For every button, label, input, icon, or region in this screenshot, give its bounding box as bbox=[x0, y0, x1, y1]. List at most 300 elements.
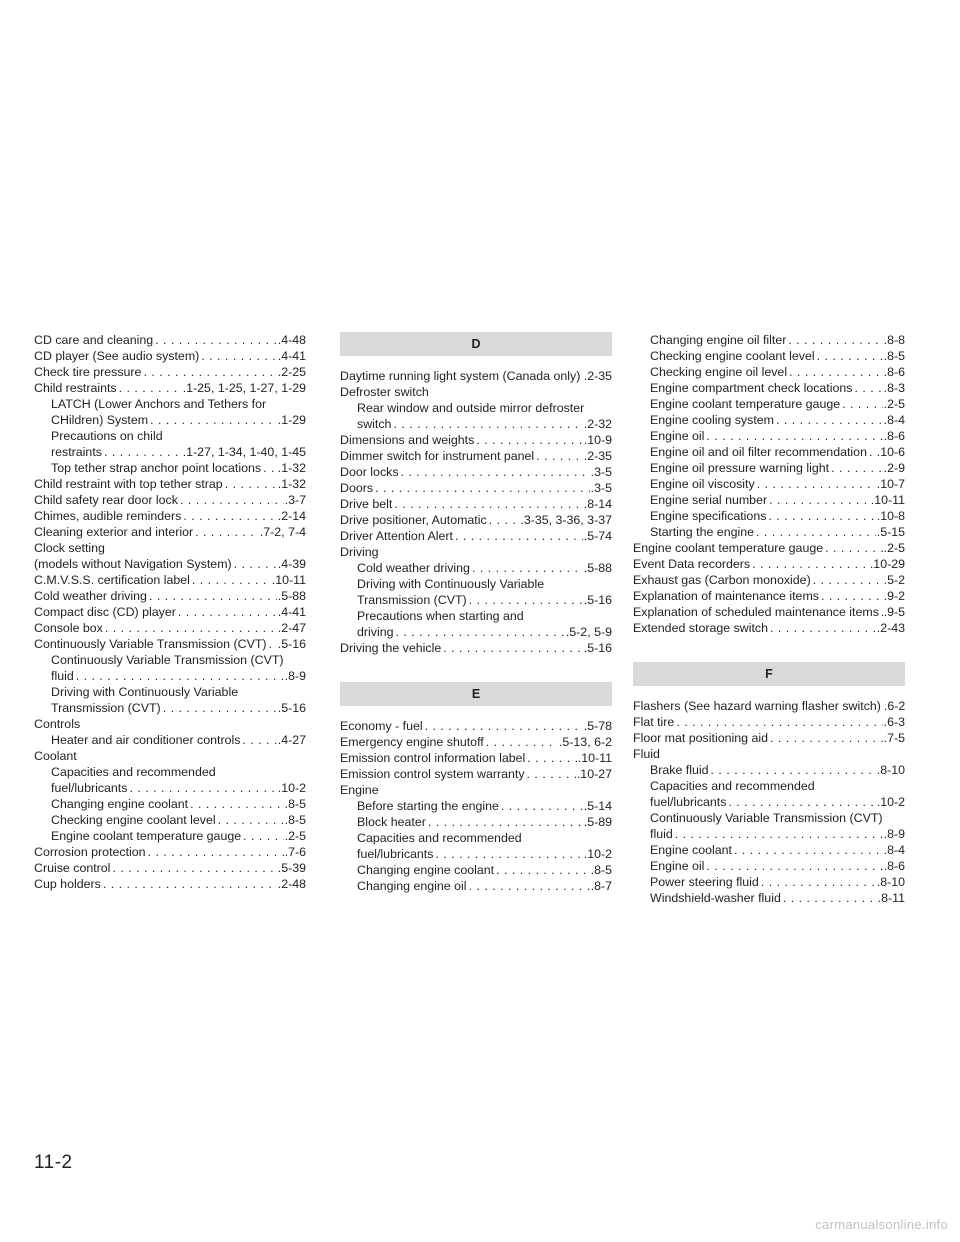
index-entry bbox=[340, 750, 612, 766]
entry-label: Engine oil viscosity bbox=[650, 477, 755, 491]
dot-leader bbox=[476, 432, 582, 448]
entry-label: Transmission (CVT) bbox=[51, 701, 161, 715]
entry-page-ref: .2-32 bbox=[583, 417, 612, 431]
index-subentry bbox=[34, 668, 306, 684]
index-subentry bbox=[633, 762, 905, 778]
entry-label: Explanation of maintenance items bbox=[633, 589, 819, 603]
index-entry bbox=[34, 492, 306, 508]
index-column-3 bbox=[633, 332, 905, 906]
entry-label: Changing engine oil bbox=[357, 879, 467, 893]
dot-leader bbox=[869, 444, 876, 460]
index-subentry bbox=[340, 830, 612, 846]
index-entry bbox=[34, 716, 306, 732]
entry-page-ref: .5-16 bbox=[583, 641, 612, 655]
dot-leader bbox=[536, 448, 583, 464]
entry-label: fuel/lubricants bbox=[357, 847, 434, 861]
index-subentry bbox=[34, 396, 306, 412]
entry-label: Economy - fuel bbox=[340, 719, 423, 733]
entry-label: Continuously Variable Transmission (CVT) bbox=[51, 653, 284, 667]
index-entry bbox=[340, 766, 612, 782]
entry-page-ref: .5-88 bbox=[583, 561, 612, 575]
index-subentry bbox=[340, 862, 612, 878]
index-subentry bbox=[34, 732, 306, 748]
entry-label: Checking engine oil level bbox=[650, 365, 788, 379]
entry-page-ref: .5-15 bbox=[876, 525, 905, 539]
entry-label: Power steering fluid bbox=[650, 875, 759, 889]
dot-leader bbox=[756, 524, 876, 540]
dot-leader bbox=[263, 460, 277, 476]
entry-label: Dimensions and weights bbox=[340, 433, 475, 447]
dot-leader bbox=[496, 862, 590, 878]
index-entry bbox=[34, 348, 306, 364]
entry-label: Driving with Continuously Variable bbox=[357, 577, 545, 591]
dot-leader bbox=[501, 798, 583, 814]
index-entry bbox=[34, 332, 306, 348]
index-entry bbox=[340, 718, 612, 734]
entry-label: Dimmer switch for instrument panel bbox=[340, 449, 535, 463]
entry-page-ref: .8-5 bbox=[883, 349, 905, 363]
entry-label: Engine coolant bbox=[650, 843, 732, 857]
section-header-f: F bbox=[633, 662, 905, 686]
index-entry bbox=[340, 512, 612, 528]
entry-label: Driving the vehicle bbox=[340, 641, 442, 655]
entry-label: Console box bbox=[34, 621, 103, 635]
dot-leader bbox=[129, 780, 276, 796]
entry-page-ref: .5-74 bbox=[583, 529, 612, 543]
index-subentry bbox=[633, 444, 905, 460]
entry-label: Flashers (See hazard warning flasher switch) bbox=[633, 699, 881, 713]
entry-label: Checking engine coolant level bbox=[51, 813, 216, 827]
entry-label: Cold weather driving bbox=[34, 589, 147, 603]
index-subentry bbox=[34, 652, 306, 668]
index-subentry bbox=[340, 624, 612, 640]
entry-page-ref: .5-39 bbox=[277, 861, 306, 875]
entry-label: CD player (See audio system) bbox=[34, 349, 200, 363]
entry-page-ref: .8-11 bbox=[877, 891, 905, 905]
entry-label: Capacities and recommended bbox=[650, 779, 815, 793]
entry-label: CD care and cleaning bbox=[34, 333, 154, 347]
entry-label: switch bbox=[357, 417, 392, 431]
dot-leader bbox=[527, 766, 576, 782]
index-entry bbox=[340, 544, 612, 560]
entry-page-ref: .7-2, 7-4 bbox=[259, 525, 306, 539]
index-entry bbox=[34, 540, 306, 556]
index-subentry bbox=[340, 416, 612, 432]
entry-page-ref: .1-32 bbox=[277, 461, 306, 475]
entry-label: Engine coolant temperature gauge bbox=[633, 541, 824, 555]
dot-leader bbox=[789, 364, 883, 380]
dot-leader bbox=[728, 794, 875, 810]
entry-page-ref: .2-35 bbox=[583, 449, 612, 463]
entry-page-ref: .6-2 bbox=[883, 699, 905, 713]
entry-page-ref: .9-2 bbox=[883, 589, 905, 603]
index-subentry bbox=[633, 508, 905, 524]
index-subentry bbox=[633, 460, 905, 476]
index-entry bbox=[34, 860, 306, 876]
index-subentry bbox=[633, 412, 905, 428]
entry-page-ref: .8-9 bbox=[883, 827, 905, 841]
dot-leader bbox=[143, 364, 276, 380]
dot-leader bbox=[817, 348, 883, 364]
entry-label: Event Data recorders bbox=[633, 557, 751, 571]
dot-leader bbox=[192, 572, 271, 588]
entry-label: fluid bbox=[51, 669, 74, 683]
entry-page-ref: .10-8 bbox=[876, 509, 905, 523]
entry-page-ref: .10-6 bbox=[876, 445, 905, 459]
index-subentry bbox=[633, 778, 905, 794]
entry-page-ref: .10-27 bbox=[576, 767, 612, 781]
index-subentry bbox=[34, 444, 306, 460]
entry-label: driving bbox=[357, 625, 394, 639]
entry-page-ref: .8-5 bbox=[284, 813, 306, 827]
index-subentry bbox=[633, 428, 905, 444]
index-subentry bbox=[340, 576, 612, 592]
entry-page-ref: .10-7 bbox=[876, 477, 905, 491]
entry-page-ref: .2-5 bbox=[883, 541, 905, 555]
index-subentry bbox=[633, 348, 905, 364]
index-subentry bbox=[633, 476, 905, 492]
entry-label: Engine compartment check locations bbox=[650, 381, 853, 395]
entry-page-ref: .2-9 bbox=[883, 461, 905, 475]
dot-leader bbox=[769, 492, 870, 508]
index-entry bbox=[34, 604, 306, 620]
entry-label: (models without Navigation System) bbox=[34, 557, 232, 571]
dot-leader bbox=[425, 718, 583, 734]
index-entry bbox=[340, 480, 612, 496]
entry-page-ref: .2-25 bbox=[277, 365, 306, 379]
entry-page-ref: .8-5 bbox=[284, 797, 306, 811]
entry-page-ref: .3-5 bbox=[590, 481, 612, 495]
entry-label: CHildren) System bbox=[51, 413, 149, 427]
entry-label: Fluid bbox=[633, 747, 660, 761]
entry-label: Windshield-washer fluid bbox=[650, 891, 781, 905]
index-column-1 bbox=[34, 332, 306, 892]
entry-label: Check tire pressure bbox=[34, 365, 142, 379]
dot-leader bbox=[813, 572, 883, 588]
entry-label: Rear window and outside mirror defroster bbox=[357, 401, 585, 415]
dot-leader bbox=[394, 496, 582, 512]
entry-page-ref: .5-2, 5-9 bbox=[565, 625, 612, 639]
dot-leader bbox=[435, 846, 582, 862]
entry-label: Emission control system warranty bbox=[340, 767, 525, 781]
entry-page-ref: .2-35 bbox=[583, 369, 612, 383]
dot-leader bbox=[76, 668, 284, 684]
entry-label: Drive positioner, Automatic bbox=[340, 513, 487, 527]
dot-leader bbox=[706, 428, 882, 444]
entry-label: Compact disc (CD) player bbox=[34, 605, 176, 619]
index-subentry bbox=[34, 780, 306, 796]
index-entry bbox=[633, 620, 905, 636]
index-subentry bbox=[340, 846, 612, 862]
dot-leader bbox=[269, 636, 277, 652]
entry-label: fluid bbox=[650, 827, 673, 841]
entry-label: Exhaust gas (Carbon monoxide) bbox=[633, 573, 811, 587]
dot-leader bbox=[489, 512, 520, 528]
entry-label: Emergency engine shutoff bbox=[340, 735, 484, 749]
entry-page-ref: .3-35, 3-36, 3-37 bbox=[520, 513, 612, 527]
entry-label: Starting the engine bbox=[650, 525, 755, 539]
dot-leader bbox=[104, 444, 182, 460]
index-entry bbox=[34, 844, 306, 860]
entry-label: Driving with Continuously Variable bbox=[51, 685, 239, 699]
dot-leader bbox=[711, 762, 876, 778]
dot-leader bbox=[734, 842, 883, 858]
entry-page-ref: .3-5 bbox=[590, 465, 612, 479]
entry-label: Top tether strap anchor point locations bbox=[51, 461, 262, 475]
entry-label: Engine coolant temperature gauge bbox=[51, 829, 242, 843]
dot-leader bbox=[401, 464, 590, 480]
dot-leader bbox=[190, 796, 284, 812]
index-entry bbox=[633, 540, 905, 556]
dot-leader bbox=[183, 508, 276, 524]
entry-page-ref: .8-6 bbox=[883, 429, 905, 443]
dot-leader bbox=[225, 476, 277, 492]
entry-label: Daytime running light system (Canada only) bbox=[340, 369, 581, 383]
entry-label: Child restraints bbox=[34, 381, 117, 395]
entry-page-ref: .8-7 bbox=[590, 879, 612, 893]
index-subentry bbox=[633, 874, 905, 890]
entry-page-ref: .5-16 bbox=[583, 593, 612, 607]
entry-page-ref: .4-27 bbox=[277, 733, 306, 747]
entry-page-ref: .10-11 bbox=[271, 573, 306, 587]
index-subentry bbox=[340, 798, 612, 814]
entry-label: Cruise control bbox=[34, 861, 111, 875]
entry-label: Flat tire bbox=[633, 715, 675, 729]
entry-page-ref: .10-11 bbox=[870, 493, 905, 507]
index-subentry bbox=[340, 560, 612, 576]
index-entry bbox=[340, 496, 612, 512]
index-subentry bbox=[633, 332, 905, 348]
entry-page-ref: .1-25, 1-25, 1-27, 1-29 bbox=[182, 381, 306, 395]
entry-label: restraints bbox=[51, 445, 102, 459]
entry-page-ref: .6-3 bbox=[883, 715, 905, 729]
entry-page-ref: .1-32 bbox=[277, 477, 306, 491]
entry-page-ref: .4-48 bbox=[277, 333, 306, 347]
index-entry bbox=[340, 368, 612, 384]
entry-page-ref: .8-10 bbox=[876, 763, 905, 777]
index-subentry bbox=[340, 608, 612, 624]
index-subentry bbox=[633, 492, 905, 508]
entry-page-ref: .5-78 bbox=[583, 719, 612, 733]
entry-page-ref: .5-13, 6-2 bbox=[558, 735, 612, 749]
entry-page-ref: .2-43 bbox=[876, 621, 905, 635]
index-subentry bbox=[34, 460, 306, 476]
index-subentry bbox=[34, 796, 306, 812]
index-column-2 bbox=[340, 332, 612, 894]
index-entry bbox=[633, 730, 905, 746]
entry-label: Engine specifications bbox=[650, 509, 767, 523]
entry-page-ref: .5-89 bbox=[583, 815, 612, 829]
dot-leader bbox=[821, 588, 883, 604]
index-entry bbox=[633, 556, 905, 572]
entry-label: LATCH (Lower Anchors and Tethers for bbox=[51, 397, 267, 411]
entry-page-ref: .5-16 bbox=[277, 637, 306, 651]
index-subentry bbox=[633, 858, 905, 874]
dot-leader bbox=[443, 640, 583, 656]
dot-leader bbox=[393, 416, 582, 432]
entry-label: Before starting the engine bbox=[357, 799, 499, 813]
section-header-e: E bbox=[340, 682, 612, 706]
index-entry bbox=[34, 380, 306, 396]
dot-leader bbox=[842, 396, 883, 412]
dot-leader bbox=[486, 734, 558, 750]
dot-leader bbox=[527, 750, 577, 766]
entry-label: Continuously Variable Transmission (CVT) bbox=[650, 811, 883, 825]
index-subentry bbox=[633, 810, 905, 826]
entry-page-ref: .2-48 bbox=[277, 877, 306, 891]
dot-leader bbox=[195, 524, 259, 540]
index-entry bbox=[633, 714, 905, 730]
index-entry bbox=[340, 384, 612, 400]
index-subentry bbox=[34, 428, 306, 444]
entry-label: fuel/lubricants bbox=[51, 781, 128, 795]
entry-label: Driver Attention Alert bbox=[340, 529, 453, 543]
dot-leader bbox=[469, 878, 590, 894]
entry-label: Engine serial number bbox=[650, 493, 768, 507]
dot-leader bbox=[119, 380, 182, 396]
index-entry bbox=[340, 782, 612, 798]
entry-label: Child safety rear door lock bbox=[34, 493, 178, 507]
index-entry bbox=[340, 464, 612, 480]
entry-label: Changing engine coolant bbox=[357, 863, 495, 877]
entry-label: Defroster switch bbox=[340, 385, 429, 399]
index-entry bbox=[34, 476, 306, 492]
entry-page-ref: .8-4 bbox=[883, 413, 905, 427]
entry-page-ref: .9-5 bbox=[883, 605, 905, 619]
entry-page-ref: .8-10 bbox=[876, 875, 905, 889]
entry-page-ref: .10-29 bbox=[869, 557, 905, 571]
dot-leader bbox=[149, 588, 277, 604]
dot-leader bbox=[103, 876, 277, 892]
dot-leader bbox=[752, 556, 869, 572]
dot-leader bbox=[788, 332, 882, 348]
entry-label: Checking engine coolant level bbox=[650, 349, 815, 363]
dot-leader bbox=[150, 412, 277, 428]
entry-page-ref: .8-3 bbox=[883, 381, 905, 395]
index-subentry bbox=[34, 684, 306, 700]
index-entry bbox=[340, 734, 612, 750]
entry-label: Capacities and recommended bbox=[357, 831, 522, 845]
entry-label: Engine oil bbox=[650, 429, 705, 443]
dot-leader bbox=[472, 560, 583, 576]
index-subentry bbox=[34, 700, 306, 716]
index-entry bbox=[633, 746, 905, 762]
entry-page-ref: .1-27, 1-34, 1-40, 1-45 bbox=[182, 445, 306, 459]
entry-label: Child restraint with top tether strap bbox=[34, 477, 223, 491]
entry-label: Engine cooling system bbox=[650, 413, 774, 427]
entry-page-ref: .1-29 bbox=[277, 413, 306, 427]
entry-page-ref: .8-14 bbox=[583, 497, 612, 511]
index-entry bbox=[340, 432, 612, 448]
entry-label: Floor mat positioning aid bbox=[633, 731, 768, 745]
dot-leader bbox=[675, 826, 883, 842]
entry-page-ref: .5-2 bbox=[883, 573, 905, 587]
dot-leader bbox=[201, 348, 276, 364]
entry-page-ref: .7-5 bbox=[883, 731, 905, 745]
entry-page-ref: .8-6 bbox=[883, 365, 905, 379]
dot-leader bbox=[234, 556, 277, 572]
entry-page-ref: .7-6 bbox=[284, 845, 306, 859]
entry-label: Coolant bbox=[34, 749, 77, 763]
entry-page-ref: .5-88 bbox=[277, 589, 306, 603]
index-entry bbox=[34, 588, 306, 604]
dot-leader bbox=[768, 508, 875, 524]
entry-label: Emission control information label bbox=[340, 751, 526, 765]
dot-leader bbox=[105, 620, 277, 636]
dot-leader bbox=[706, 858, 882, 874]
dot-leader bbox=[881, 604, 883, 620]
index-entry bbox=[34, 364, 306, 380]
index-subentry bbox=[633, 364, 905, 380]
dot-leader bbox=[770, 730, 883, 746]
index-subentry bbox=[340, 814, 612, 830]
entry-label: Precautions when starting and bbox=[357, 609, 524, 623]
watermark-text: carmanualsonline.info bbox=[815, 1217, 948, 1232]
dot-leader bbox=[243, 828, 284, 844]
entry-label: Brake fluid bbox=[650, 763, 709, 777]
index-subentry bbox=[633, 794, 905, 810]
index-entry bbox=[34, 524, 306, 540]
index-entry bbox=[34, 636, 306, 652]
entry-label: Chimes, audible reminders bbox=[34, 509, 182, 523]
index-subentry bbox=[633, 890, 905, 906]
index-subentry bbox=[340, 592, 612, 608]
index-entry bbox=[633, 604, 905, 620]
dot-leader bbox=[825, 540, 883, 556]
index-subentry bbox=[34, 812, 306, 828]
dot-leader bbox=[676, 714, 882, 730]
entry-label: Block heater bbox=[357, 815, 426, 829]
index-subentry bbox=[34, 828, 306, 844]
entry-label: Changing engine oil filter bbox=[650, 333, 787, 347]
entry-label: Engine oil pressure warning light bbox=[650, 461, 830, 475]
dot-leader bbox=[455, 528, 583, 544]
entry-label: Engine oil bbox=[650, 859, 705, 873]
dot-leader bbox=[242, 732, 276, 748]
dot-leader bbox=[396, 624, 565, 640]
index-subentry bbox=[633, 826, 905, 842]
index-entry bbox=[34, 508, 306, 524]
entry-label: Precautions on child bbox=[51, 429, 163, 443]
section-header-d: D bbox=[340, 332, 612, 356]
dot-leader bbox=[761, 874, 876, 890]
entry-label: Continuously Variable Transmission (CVT) bbox=[34, 637, 267, 651]
index-entry bbox=[34, 572, 306, 588]
entry-page-ref: .8-5 bbox=[590, 863, 612, 877]
entry-page-ref: .4-39 bbox=[277, 557, 306, 571]
entry-page-ref: .8-6 bbox=[883, 859, 905, 873]
dot-leader bbox=[180, 492, 284, 508]
entry-page-ref: .5-14 bbox=[583, 799, 612, 813]
entry-label: Changing engine coolant bbox=[51, 797, 189, 811]
index-entry bbox=[340, 528, 612, 544]
entry-label: Clock setting bbox=[34, 541, 105, 555]
dot-leader bbox=[855, 380, 883, 396]
entry-label: Corrosion protection bbox=[34, 845, 146, 859]
entry-page-ref: .10-2 bbox=[876, 795, 905, 809]
entry-page-ref: .10-2 bbox=[277, 781, 306, 795]
entry-label: Door locks bbox=[340, 465, 399, 479]
dot-leader bbox=[112, 860, 276, 876]
dot-leader bbox=[428, 814, 583, 830]
entry-label: Cleaning exterior and interior bbox=[34, 525, 194, 539]
entry-label: Transmission (CVT) bbox=[357, 593, 467, 607]
index-subentry bbox=[34, 764, 306, 780]
dot-leader bbox=[776, 412, 883, 428]
dot-leader bbox=[155, 332, 277, 348]
index-entry bbox=[34, 556, 306, 572]
entry-page-ref: .10-11 bbox=[577, 751, 612, 765]
